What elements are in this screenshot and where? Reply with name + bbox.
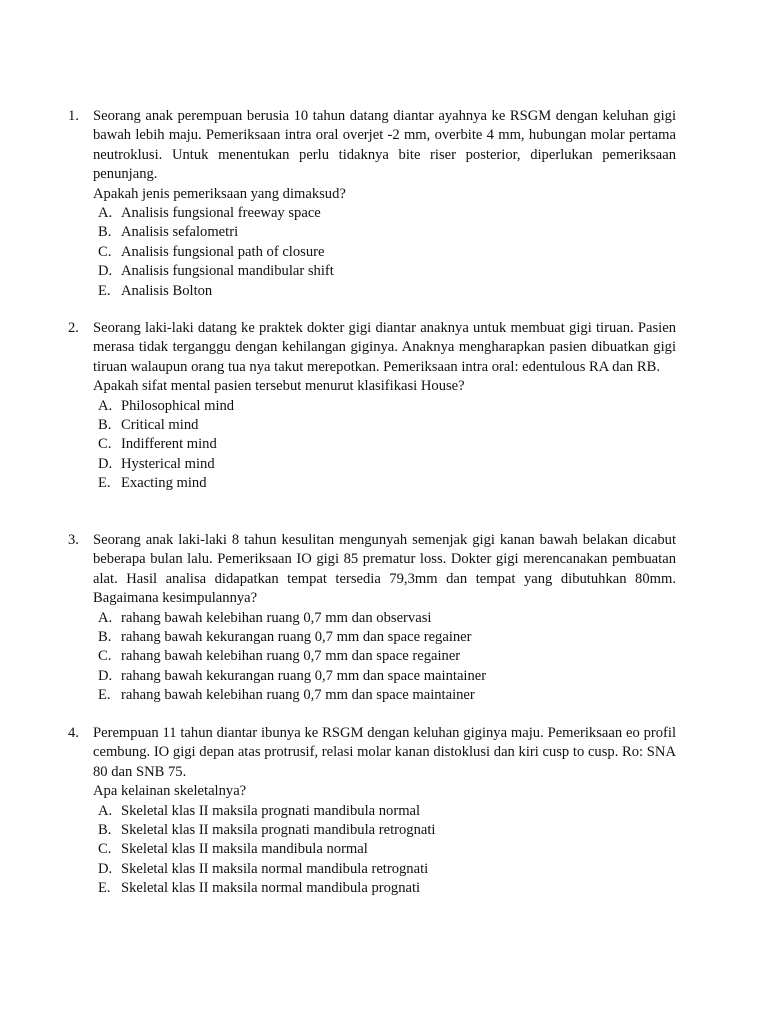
answer-options [98,609,676,706]
answer-option-c [98,647,676,666]
option-letter: A. [98,397,113,414]
option-letter: B. [98,629,112,646]
option-letter: A. [98,205,113,222]
option-text: Analisis Bolton [121,282,213,299]
answer-options [98,802,676,899]
question-2 [68,319,676,494]
option-text: Skeletal klas II maksila normal mandibula prognati [121,880,421,897]
option-letter: D. [98,667,113,684]
option-letter: E. [98,687,111,704]
option-text: Skeletal klas II maksila prognati mandibula retrognati [121,822,436,839]
option-letter: A. [98,802,113,819]
option-letter: A. [98,609,113,626]
option-text: rahang bawah kelebihan ruang 0,7 mm dan space maintainer [121,687,475,704]
question-prompt: Apakah jenis pemeriksaan yang dimaksud? [93,185,346,202]
option-text: Indifferent mind [121,436,217,453]
question-stem: Perempuan 11 tahun diantar ibunya ke RSGM dengan keluhan giginya maju. Pemeriksaan eo profil cembung. IO gigi depan atas protrusif, relasi molar kanan distoklusi dan kiri cusp to cusp. Ro: SNA 80 dan SNB 75. [93,725,676,780]
option-text: Analisis fungsional mandibular shift [121,263,334,280]
question-number: 2. [68,320,79,336]
answer-option-a [98,802,676,821]
option-letter: E. [98,475,111,492]
question-prompt: Apa kelainan skeletalnya? [93,783,247,800]
answer-option-c [98,435,676,454]
option-text: Skeletal klas II maksila mandibula normal [121,841,368,858]
question-4 [68,724,676,899]
answer-option-e [98,879,676,898]
question-stem: Seorang laki-laki datang ke praktek dokter gigi diantar anaknya untuk membuat gigi tiruan. Pasien merasa tidak terganggu dengan kehilangan giginya. Anaknya mengharapkan pasien dibuatkan gigi tiruan walaupun orang tua nya takut merepotkan. Pemeriksaan intra oral: edentulous RA dan RB. [93,320,676,375]
option-letter: C. [98,243,112,260]
answer-option-b [98,223,676,242]
answer-options [98,397,676,494]
option-text: Analisis sefalometri [121,224,239,241]
answer-option-b [98,821,676,840]
answer-option-c [98,840,676,859]
answer-options [98,204,676,301]
option-text: rahang bawah kelebihan ruang 0,7 mm dan space regainer [121,648,461,665]
option-letter: C. [98,436,112,453]
question-stem: Seorang anak perempuan berusia 10 tahun datang diantar ayahnya ke RSGM dengan keluhan gigi bawah lebih maju. Pemeriksaan intra oral overjet -2 mm, overbite 4 mm, hubungan molar pertama neutroklusi. Untuk menentukan perlu tidaknya bite riser posterior, diperlukan pemeriksaan penunjang. [93,108,676,183]
option-text: rahang bawah kekurangan ruang 0,7 mm dan space maintainer [121,667,487,684]
answer-option-a [98,204,676,223]
option-text: Skeletal klas II maksila prognati mandibula normal [121,802,421,819]
option-text: rahang bawah kekurangan ruang 0,7 mm dan space regainer [121,629,472,646]
answer-option-d [98,860,676,879]
answer-option-b [98,628,676,647]
option-letter: B. [98,822,112,839]
option-text: Critical mind [121,417,199,434]
option-letter: D. [98,455,113,472]
option-text: Exacting mind [121,475,207,492]
answer-option-d [98,667,676,686]
answer-option-d [98,455,676,474]
answer-option-c [98,243,676,262]
option-letter: D. [98,860,113,877]
option-text: Philosophical mind [121,397,235,414]
answer-option-e [98,282,676,301]
answer-option-b [98,416,676,435]
option-text: rahang bawah kelebihan ruang 0,7 mm dan observasi [121,609,432,626]
question-3 [68,531,676,706]
option-letter: C. [98,841,112,858]
option-letter: E. [98,282,111,299]
question-stem: Seorang anak laki-laki 8 tahun kesulitan mengunyah semenjak gigi kanan bawah belakan dicabut beberapa bulan lalu. Pemeriksaan IO gigi 85 prematur loss. Dokter gigi merencanakan pembuatan alat. Hasil analisa didapatkan tempat tersedia 79,3mm dan tempat yang dibutuhkan 80mm. Bagaimana kesimpulannya? [93,532,676,607]
option-letter: B. [98,224,112,241]
question-number: 1. [68,108,79,124]
question-1 [68,107,676,301]
question-number: 3. [68,532,79,548]
answer-option-e [98,474,676,493]
option-text: Analisis fungsional freeway space [121,205,321,222]
question-prompt: Apakah sifat mental pasien tersebut menurut klasifikasi House? [93,378,465,395]
answer-option-d [98,262,676,281]
option-text: Skeletal klas II maksila normal mandibula retrognati [121,860,429,877]
option-letter: D. [98,263,113,280]
option-letter: B. [98,417,112,434]
option-letter: C. [98,648,112,665]
option-letter: E. [98,880,111,897]
answer-option-e [98,686,676,705]
option-text: Analisis fungsional path of closure [121,243,325,260]
answer-option-a [98,609,676,628]
answer-option-a [98,397,676,416]
question-number: 4. [68,725,79,741]
option-text: Hysterical mind [121,455,215,472]
